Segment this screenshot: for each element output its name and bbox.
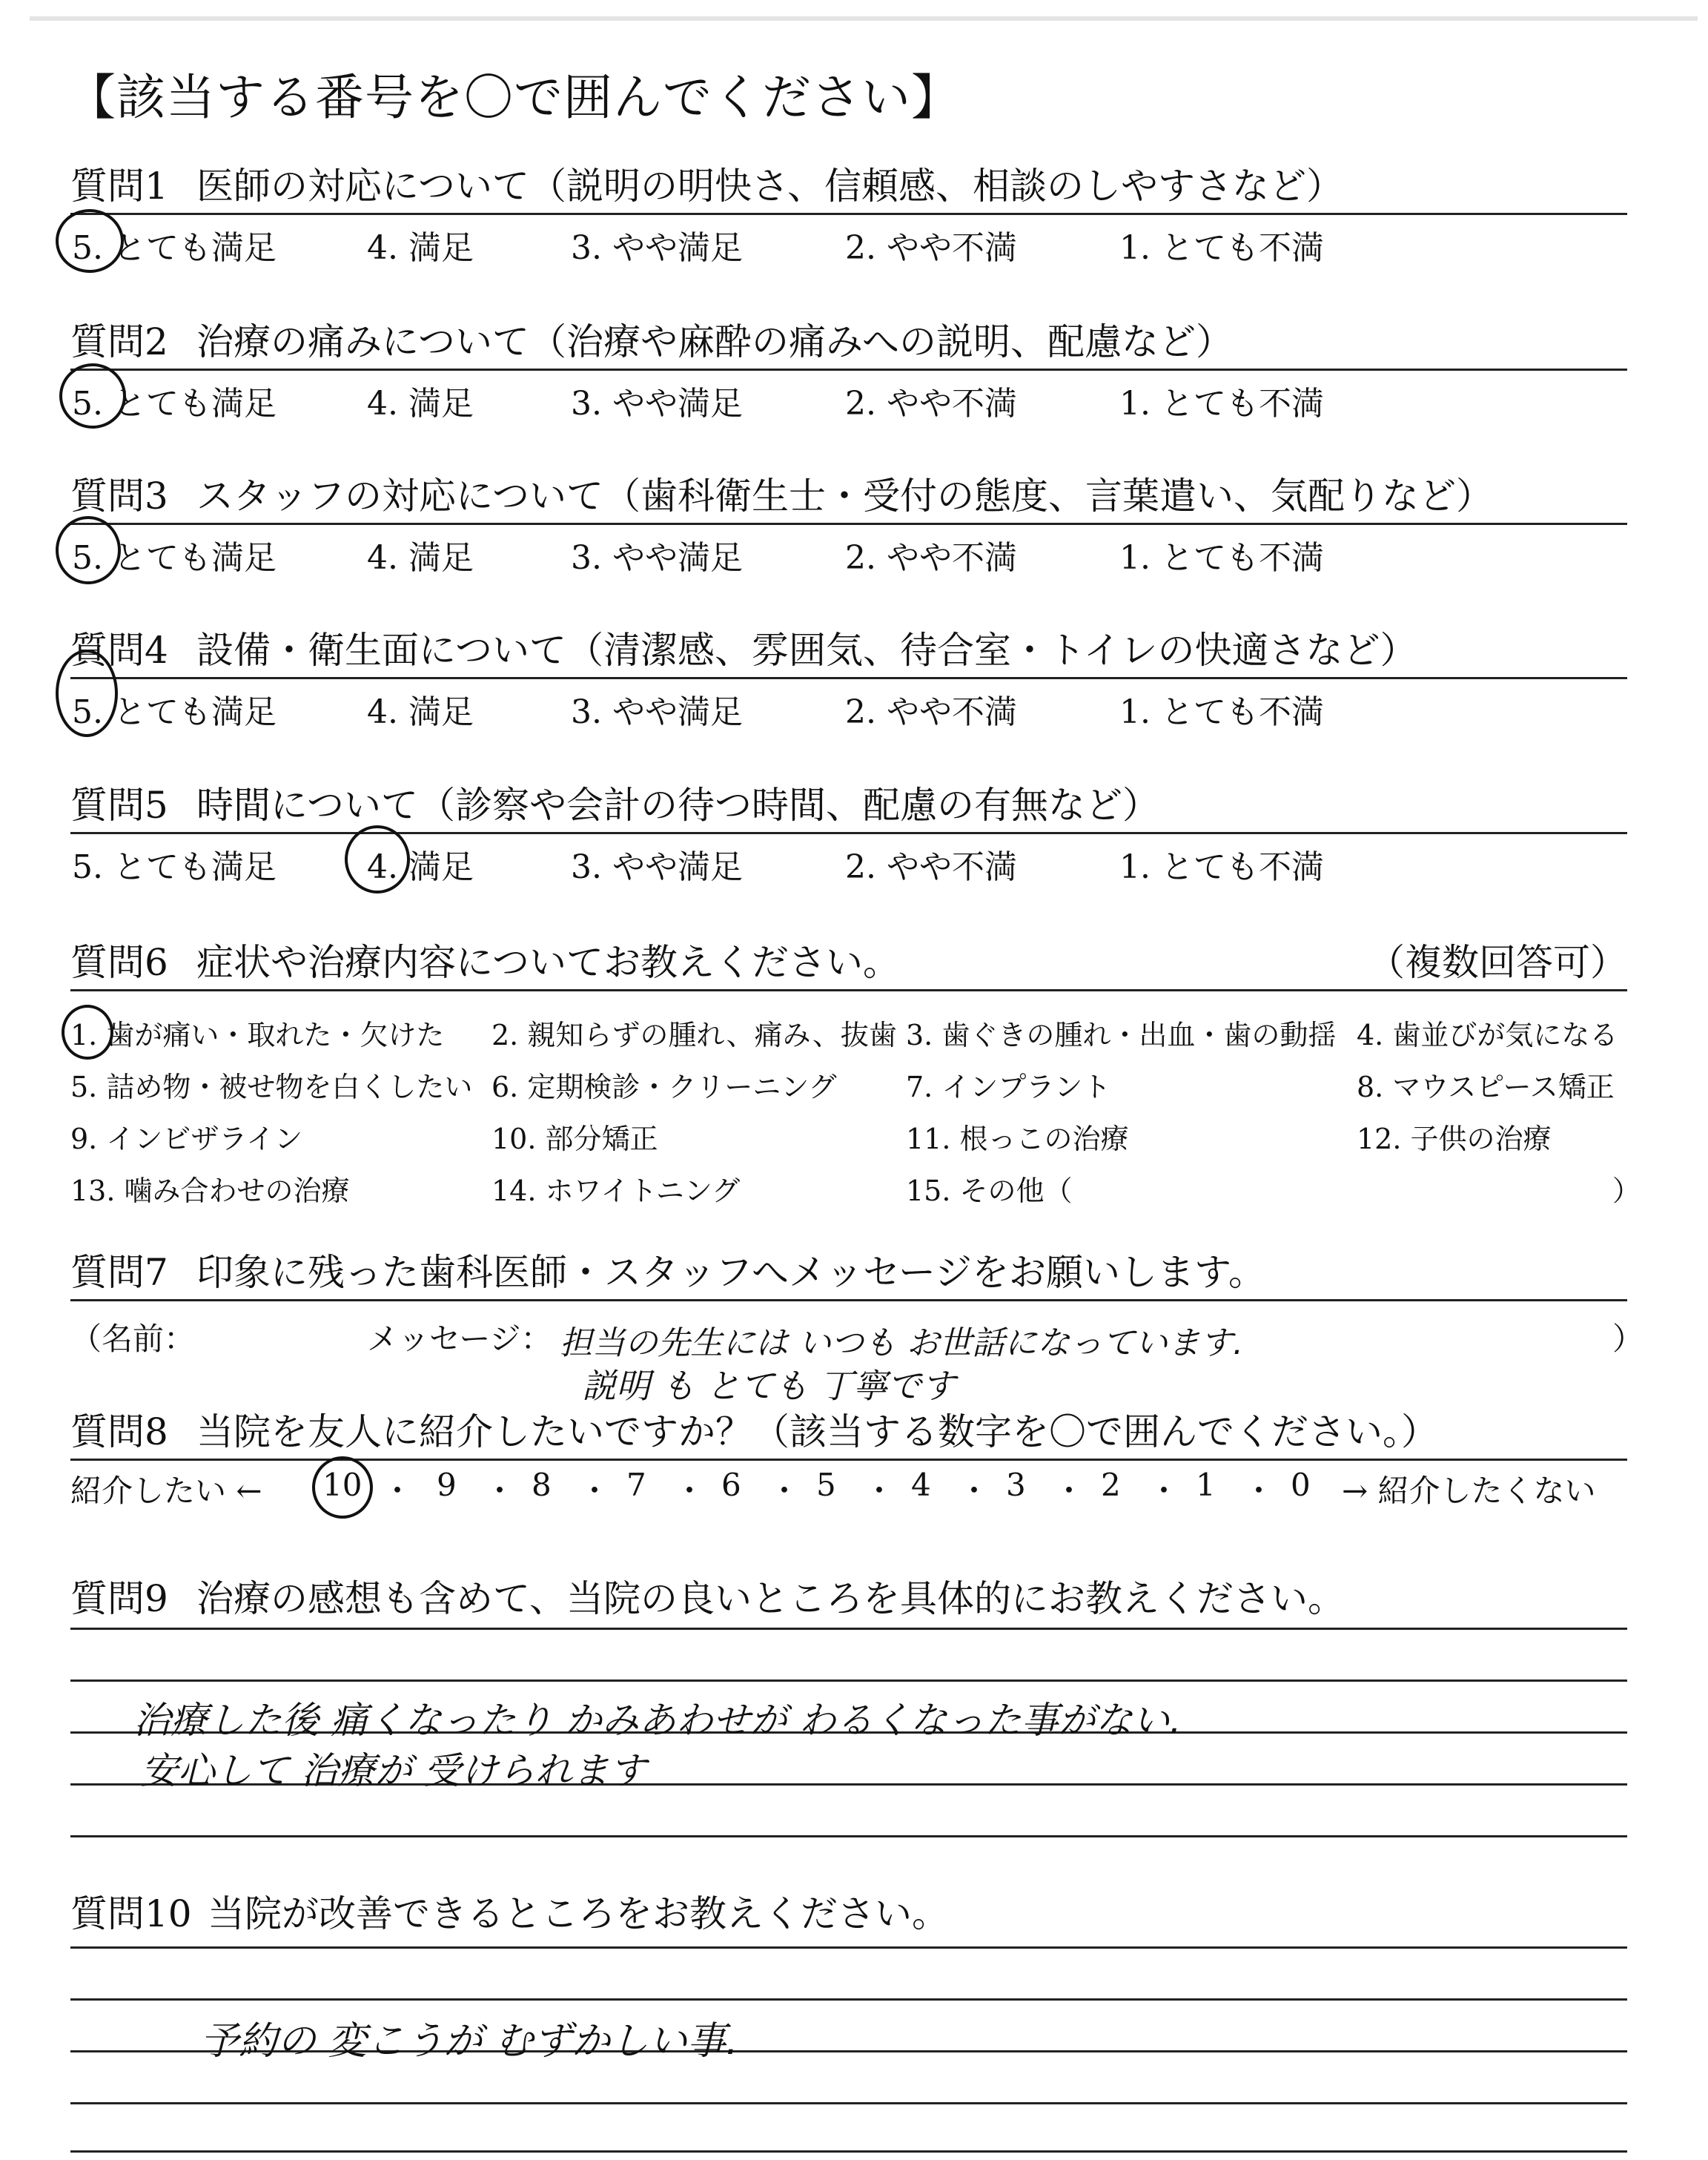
rating-option-5[interactable]: 5. とても満足 xyxy=(72,385,277,423)
question-number: 質問2 xyxy=(70,320,168,363)
question-text: 当院が改善できるところをお教えください。 xyxy=(208,1892,949,1935)
symptom-option[interactable]: 11. 根っこの治療 xyxy=(906,1123,1129,1155)
selection-circle xyxy=(59,363,126,429)
question-number: 質問7 xyxy=(70,1251,168,1294)
rating-option-2[interactable]: 2. やや不満 xyxy=(845,848,1017,886)
handwritten-answer-line-2: 安心して 治療が 受けられます xyxy=(141,1749,646,1792)
answer-line xyxy=(70,2150,1627,2153)
symptom-options xyxy=(70,991,1641,1214)
answer-line xyxy=(70,1680,1627,1682)
question-text: 医師の対応について（説明の明快さ、信頼感、相談のしやすさなど） xyxy=(196,165,1343,208)
scale-value[interactable]: 0 xyxy=(1291,1467,1311,1503)
handwritten-answer-line-1: 治療した後 痛くなったり かみあわせが わるくなった事がない. xyxy=(133,1699,1182,1742)
handwritten-answer-line-1: 予約の 変こうが むずかしい事. xyxy=(200,2019,738,2064)
symptom-option[interactable]: 12. 子供の治療 xyxy=(1357,1123,1552,1155)
selection-circle xyxy=(62,1005,113,1060)
message-area xyxy=(70,1301,1644,1406)
scale-value[interactable]: 3 xyxy=(1006,1467,1026,1503)
question-text: 時間について（診察や会計の待つ時間、配慮の有無など） xyxy=(196,784,1159,827)
question-number: 質問3 xyxy=(70,475,168,518)
question-number: 質問1 xyxy=(70,165,168,208)
rating-option-1[interactable]: 1. とても不満 xyxy=(1119,539,1324,577)
question-text: 当院を友人に紹介したいですか？（該当する数字を〇で囲んでください。） xyxy=(196,1410,1438,1453)
question-2 xyxy=(70,315,1627,423)
scale-value[interactable]: 4 xyxy=(911,1467,931,1503)
question-5 xyxy=(70,779,1627,886)
symptom-option[interactable]: 1. 歯が痛い・取れた・欠けた xyxy=(70,1019,445,1051)
other-close-paren: ） xyxy=(1612,1175,1641,1207)
rating-option-3[interactable]: 3. やや満足 xyxy=(571,693,743,731)
selection-circle xyxy=(345,825,410,894)
question-number: 質問8 xyxy=(70,1410,168,1453)
close-paren: ） xyxy=(1612,1321,1644,1357)
handwritten-message-line-2: 説明 も とても 丁寧です xyxy=(582,1366,956,1406)
rating-option-4[interactable]: 4. 満足 xyxy=(367,848,474,886)
symptom-option[interactable]: 10. 部分矯正 xyxy=(491,1123,658,1155)
multiple-answer-note: （複数回答可） xyxy=(1368,941,1627,984)
handwritten-message-line-1: 担当の先生には いつも お世話になっています. xyxy=(560,1324,1243,1362)
question-text: 設備・衛生面について（清潔感、雰囲気、待合室・トイレの快適さなど） xyxy=(196,629,1417,672)
question-8 xyxy=(70,1405,1627,1513)
rating-option-5[interactable]: 5. とても満足 xyxy=(72,539,277,577)
question-4 xyxy=(70,624,1627,731)
scan-top-edge xyxy=(30,16,1698,21)
rating-option-1[interactable]: 1. とても不満 xyxy=(1119,385,1324,423)
question-number: 質問6 xyxy=(70,941,168,984)
symptom-option[interactable]: 14. ホワイトニング xyxy=(491,1175,741,1207)
scale-value[interactable]: 6 xyxy=(721,1467,741,1503)
rating-option-3[interactable]: 3. やや満足 xyxy=(571,385,743,423)
rating-options xyxy=(70,215,1627,267)
rating-option-4[interactable]: 4. 満足 xyxy=(367,693,474,731)
question-9 xyxy=(70,1572,1627,1625)
rating-options xyxy=(70,525,1627,577)
rating-option-3[interactable]: 3. やや満足 xyxy=(571,539,743,577)
question-text: 治療の感想も含めて、当院の良いところを具体的にお教えください。 xyxy=(196,1577,1345,1620)
selection-circle xyxy=(56,516,121,584)
question-number: 質問10 xyxy=(70,1892,192,1935)
name-label: （名前： xyxy=(70,1321,196,1357)
page-title: 【該当する番号を〇で囲んでください】 xyxy=(67,69,961,126)
rating-option-4[interactable]: 4. 満足 xyxy=(367,539,474,577)
scale-value[interactable]: 7 xyxy=(626,1467,646,1503)
question-text: 症状や治療内容についてお教えください。 xyxy=(196,941,900,984)
question-text: 印象に残った歯科医師・スタッフへメッセージをお願いします。 xyxy=(196,1251,1265,1294)
rating-option-2[interactable]: 2. やや不満 xyxy=(845,539,1017,577)
question-1 xyxy=(70,159,1627,267)
symptom-option[interactable]: 9. インビザライン xyxy=(70,1123,303,1155)
message-label: メッセージ： xyxy=(367,1321,552,1357)
rating-option-4[interactable]: 4. 満足 xyxy=(367,229,474,267)
scale-value[interactable]: 9 xyxy=(437,1467,457,1503)
scale-value[interactable]: 5 xyxy=(816,1467,836,1503)
rating-option-3[interactable]: 3. やや満足 xyxy=(571,848,743,886)
symptom-option[interactable]: 2. 親知らずの腫れ、痛み、抜歯 xyxy=(491,1019,897,1051)
scale-value[interactable]: 2 xyxy=(1101,1467,1121,1503)
question-text: スタッフの対応について（歯科衛生士・受付の態度、言葉遣い、気配りなど） xyxy=(196,475,1493,518)
symptom-option[interactable]: 3. 歯ぐきの腫れ・出血・歯の動揺 xyxy=(906,1019,1337,1051)
rating-option-2[interactable]: 2. やや不満 xyxy=(845,693,1017,731)
answer-line xyxy=(70,1946,1627,1949)
answer-line xyxy=(70,1998,1627,2001)
symptom-option[interactable]: 7. インプラント xyxy=(906,1071,1111,1103)
rating-option-5[interactable]: 5. とても満足 xyxy=(72,693,277,731)
rating-option-1[interactable]: 1. とても不満 xyxy=(1119,693,1324,731)
recommend-scale: 紹介したい ← 10 ・ 9 ・ 8 ・ 7 ・ 6 ・ 5 ・ 4 ・ 3 ・ 2 ・ 1 ・ 0 → 紹介したくない xyxy=(70,1461,1627,1513)
scale-value[interactable]: 10 xyxy=(322,1467,363,1503)
rating-option-2[interactable]: 2. やや不満 xyxy=(845,385,1017,423)
rating-option-1[interactable]: 1. とても不満 xyxy=(1119,229,1324,267)
rating-option-5[interactable]: 5. とても満足 xyxy=(72,229,277,267)
rating-options xyxy=(70,679,1627,731)
question-number: 質問5 xyxy=(70,784,168,827)
selection-circle xyxy=(56,650,118,737)
selection-circle xyxy=(312,1456,373,1519)
symptom-option[interactable]: 15. その他（ xyxy=(906,1175,1073,1207)
question-10 xyxy=(70,1887,1627,1941)
symptom-option[interactable]: 5. 詰め物・被せ物を白くしたい xyxy=(70,1071,473,1103)
answer-line xyxy=(70,1835,1627,1837)
symptom-option[interactable]: 8. マウスピース矯正 xyxy=(1357,1071,1615,1103)
answer-line xyxy=(70,1628,1627,1630)
question-text: 治療の痛みについて（治療や麻酔の痛みへの説明、配慮など） xyxy=(196,320,1233,363)
symptom-option[interactable]: 6. 定期検診・クリーニング xyxy=(491,1071,837,1103)
scale-value[interactable]: 8 xyxy=(532,1467,552,1503)
rating-option-5[interactable]: 5. とても満足 xyxy=(72,848,277,886)
question-6 xyxy=(70,936,1641,1214)
answer-line xyxy=(70,2102,1627,2104)
scale-left-label: 紹介したい ← xyxy=(70,1473,262,1509)
rating-option-4[interactable]: 4. 満足 xyxy=(367,385,474,423)
selection-circle xyxy=(56,209,124,273)
question-number: 質問9 xyxy=(70,1577,168,1620)
question-3 xyxy=(70,469,1627,577)
symptom-option[interactable]: 13. 噛み合わせの治療 xyxy=(70,1175,350,1207)
symptom-option[interactable]: 4. 歯並びが気になる xyxy=(1357,1019,1618,1051)
question-7 xyxy=(70,1246,1644,1406)
scale-value[interactable]: 1 xyxy=(1196,1467,1216,1503)
rating-option-3[interactable]: 3. やや満足 xyxy=(571,229,743,267)
rating-options xyxy=(70,834,1627,886)
scale-right-label: → 紹介したくない xyxy=(1342,1473,1596,1509)
question-number: 質問4 xyxy=(70,629,168,672)
rating-option-1[interactable]: 1. とても不満 xyxy=(1119,848,1324,886)
rating-options xyxy=(70,371,1627,423)
rating-option-2[interactable]: 2. やや不満 xyxy=(845,229,1017,267)
